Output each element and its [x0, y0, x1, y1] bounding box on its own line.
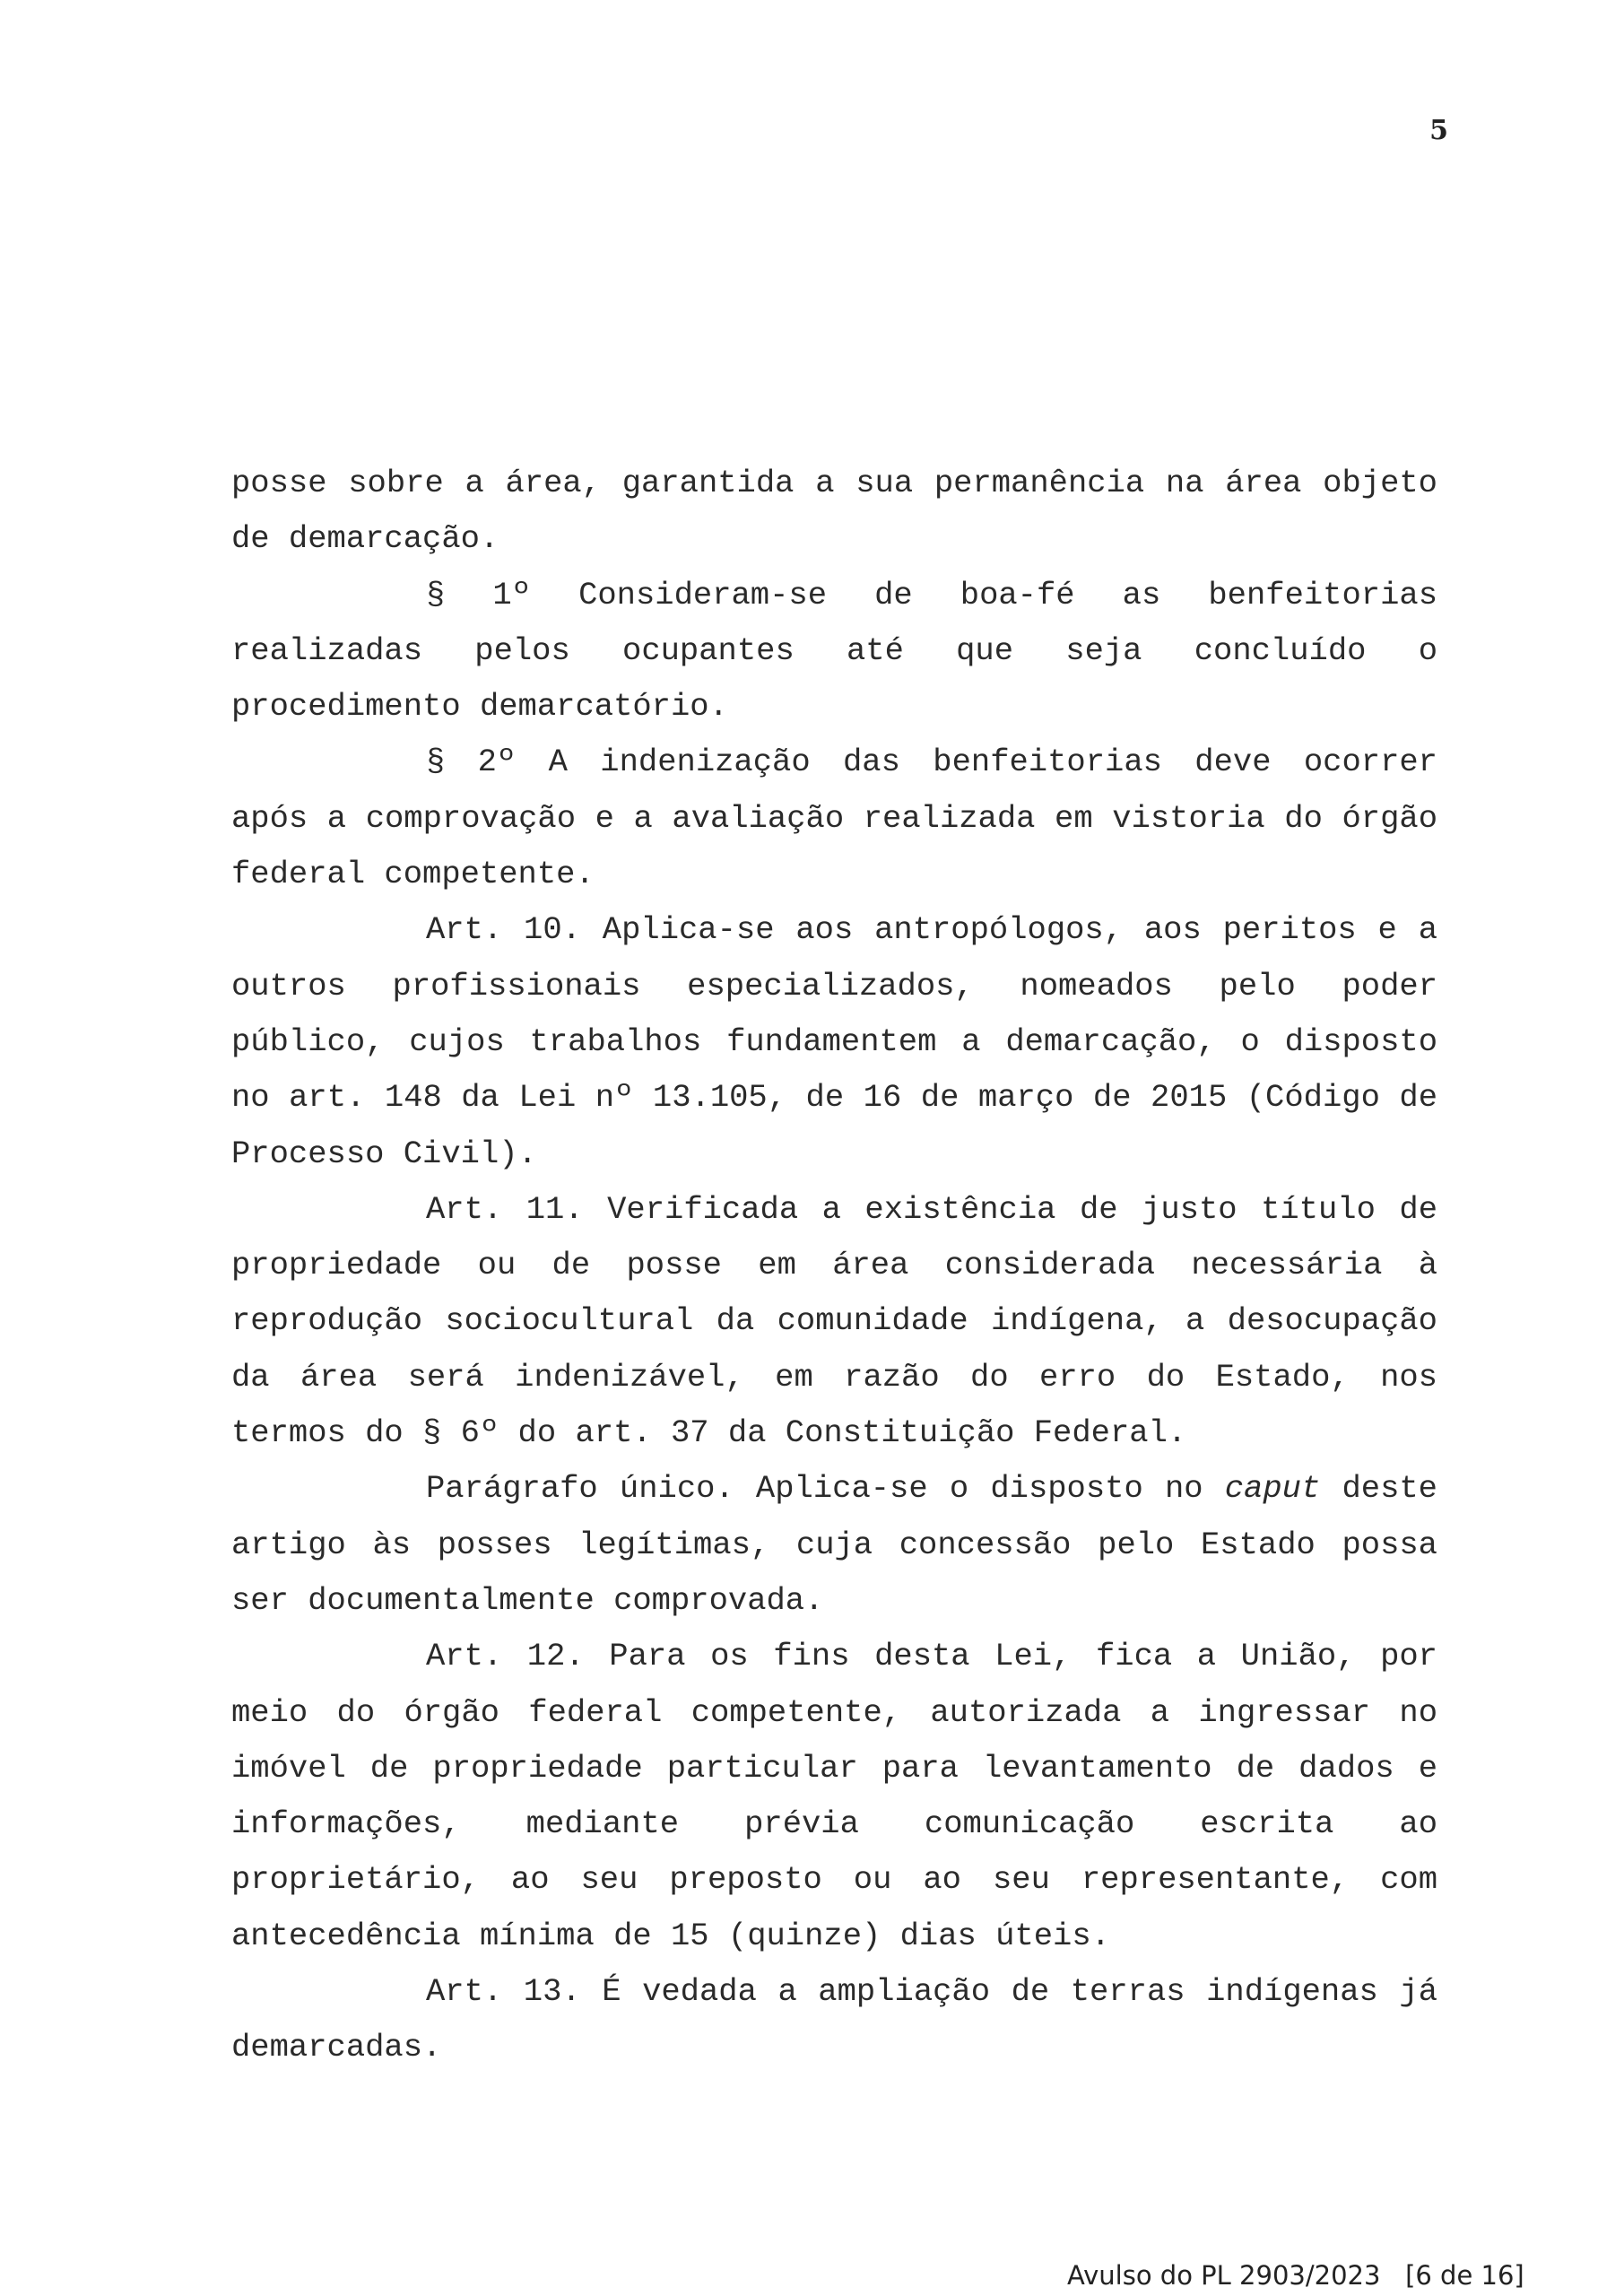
- paragraph-section-2: § 2º A indenização das benfeitorias deve ocorrer após a comprovação e a avaliação realizada em vistoria do órgão federal competente.: [231, 744, 1437, 893]
- sole-paragraph-text-start: Parágrafo único. Aplica-se o disposto no: [426, 1470, 1225, 1508]
- page-footer: [1067, 2260, 1524, 2291]
- caput-italic-term: caput: [1224, 1470, 1321, 1508]
- paragraph-article-10: Art. 10. Aplica-se aos antropólogos, aos peritos e a outros profissionais especializados, nomeados pelo poder público, cujos trabalhos fundamentem a demarcação, o disposto no art. 148 da Lei nº 13.105, de 16 de março de 2015 (Código de Processo Civil).: [231, 911, 1437, 1172]
- paragraph-article-11: Art. 11. Verificada a existência de justo título de propriedade ou de posse em área considerada necessária à reprodução sociocultural da comunidade indígena, a desocupação da área será indenizável, em razão do erro do Estado, nos termos do § 6º do art. 37 da Constituição Federal.: [231, 1190, 1437, 1452]
- paragraph-continuation: posse sobre a área, garantida a sua permanência na área objeto de demarcação.: [231, 465, 1437, 558]
- footer-page-indicator: [6 de 16]: [1405, 2260, 1524, 2291]
- paragraph-article-13: Art. 13. É vedada a ampliação de terras indígenas já demarcadas.: [231, 1973, 1437, 2066]
- document-body: [231, 456, 1437, 2076]
- paragraph-section-1: § 1º Consideram-se de boa-fé as benfeitorias realizadas pelos ocupantes até que seja concluído o procedimento demarcatório.: [231, 576, 1437, 726]
- footer-document-label: Avulso do PL 2903/2023: [1067, 2260, 1381, 2291]
- paragraph-article-12: Art. 12. Para os fins desta Lei, fica a União, por meio do órgão federal competente, autorizada a ingressar no imóvel de propriedade particular para levantamento de dados e informações, mediante prévia comunicação escrita ao proprietário, ao seu preposto ou ao seu representante, com antecedência mínima de 15 (quinze) dias úteis.: [231, 1638, 1437, 1954]
- page-number: 5: [1429, 115, 1448, 146]
- paragraph-sole-paragraph: [231, 1461, 1437, 1629]
- sole-paragraph-text-end: deste artigo às posses legítimas, cuja concessão pelo Estado possa ser documentalmente comprovada.: [231, 1470, 1437, 1619]
